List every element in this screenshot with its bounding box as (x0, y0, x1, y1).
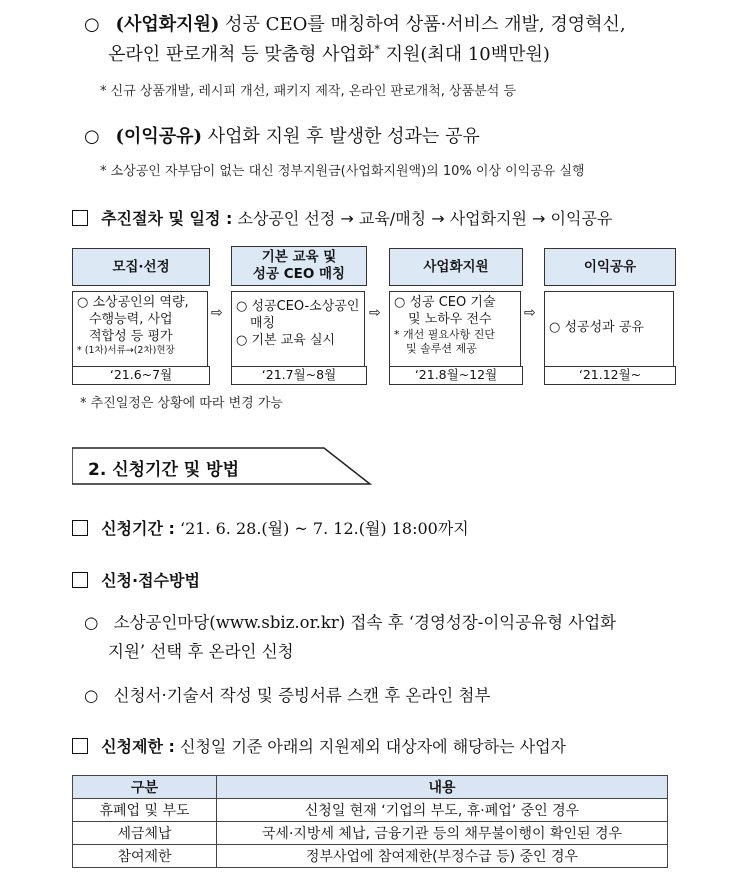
method-bullet-1b: 지원’ 선택 후 온라인 신청 (108, 642, 294, 661)
bullet-text: 사업화 지원 후 발생한 성과는 공유 (207, 126, 480, 147)
bullet-label: (사업화지원) (115, 14, 220, 35)
schedule-note: * 추진일정은 상황에 따라 변경 가능 (80, 396, 283, 411)
limit-label: 신청제한 : (101, 737, 175, 756)
step-date-education: ‘21.7월~8월 (231, 366, 367, 385)
footnote-mark: * (374, 43, 380, 56)
bullet-marker: ○ (84, 14, 100, 35)
bullet-marker: ○ (84, 126, 100, 147)
step-date-business: ‘21.8월~12월 (389, 366, 523, 385)
arrow-icon: ⇨ (369, 305, 381, 321)
step-date-profit: ‘21.12월~ (544, 366, 676, 385)
table-cell: 국세·지방세 체납, 금융기관 등의 채무불이행이 확인된 경우 (217, 822, 668, 845)
table-cell: 정부사업에 참여제한(부정수급 등) 중인 경우 (217, 845, 668, 868)
bullet-marker: ○ (84, 613, 99, 632)
table-row (73, 845, 668, 868)
bullet-marker: ○ (84, 686, 99, 705)
process-text: 소상공인 선정 → 교육/매칭 → 사업화지원 → 이익공유 (237, 209, 613, 228)
bullet-line-1a (84, 10, 626, 36)
section-title: 2. 신청기간 및 방법 (88, 460, 239, 480)
method-bullet-1a: ○ 소상공인마당(www.sbiz.or.kr) 접속 후 ‘경영성장-이익공유형 사업화 (84, 613, 617, 632)
checkbox-icon (72, 572, 88, 588)
checkbox-icon (72, 738, 88, 754)
period-line (72, 516, 469, 539)
bullet-line-2 (84, 122, 480, 148)
arrow-icon: ⇨ (524, 305, 536, 321)
checkbox-icon (72, 210, 88, 226)
period-text: ‘21. 6. 28.(월) ~ 7. 12.(월) 18:00까지 (179, 519, 469, 538)
checkbox-icon (72, 520, 88, 536)
exclusion-table (72, 775, 668, 868)
step-body-profit: ○ 성공성과 공유 (544, 291, 674, 367)
table-cell: 신청일 현재 ‘기업의 부도, 휴·폐업’ 중인 경우 (217, 799, 668, 822)
table-row (73, 799, 668, 822)
table-header: 구분 (73, 776, 217, 799)
process-heading (72, 206, 612, 229)
table-header: 내용 (217, 776, 668, 799)
table-cell: 세금체납 (73, 822, 217, 845)
step-date-recruit: ‘21.6~7월 (72, 366, 210, 385)
bullet-text: 성공 CEO를 매칭하여 상품·서비스 개발, 경영혁신, (225, 14, 626, 35)
limit-text: 신청일 기준 아래의 지원제외 대상자에 해당하는 사업자 (179, 737, 566, 756)
method-bullet-2: ○ 신청서·기술서 작성 및 증빙서류 스캔 후 온라인 첨부 (84, 686, 491, 705)
method-label: 신청·접수방법 (101, 571, 200, 590)
bullet-text: 온라인 판로개척 등 맞춤형 사업화 (108, 44, 375, 65)
period-label: 신청기간 : (101, 519, 175, 538)
table-header-row (73, 776, 668, 799)
process-label: 추진절차 및 일정 : (101, 209, 233, 228)
step-head-profit: 이익공유 (544, 248, 676, 286)
step-body-business: ○ 성공 CEO 기술 및 노하우 전수 * 개선 필요사항 진단 및 솔루션 제공 (389, 291, 521, 367)
bullet-text: 지원(최대 10백만원) (385, 44, 550, 65)
bullet-line-1b (108, 40, 550, 66)
step-body-recruit: ○ 소상공인의 역량, 수행능력, 사업 적합성 등 평가 * (1차)서류→(2차)현장 (72, 291, 208, 367)
limit-line (72, 734, 566, 757)
note-2: * 소상공인 자부담이 없는 대신 정부지원금(사업화지원액)의 10% 이상 이익공유 실행 (100, 164, 585, 179)
step-head-recruit: 모집·선정 (72, 248, 210, 286)
method-heading (72, 568, 200, 591)
arrow-icon: ⇨ (211, 305, 223, 321)
step-body-education: ○ 성공CEO-소상공인 매칭 ○ 기본 교육 실시 (231, 291, 365, 367)
step-head-business: 사업화지원 (389, 248, 523, 286)
note-1: * 신규 상품개발, 레시피 개선, 패키지 제작, 온라인 판로개척, 상품분석 등 (100, 84, 516, 99)
table-cell: 휴폐업 및 부도 (73, 799, 217, 822)
table-cell: 참여제한 (73, 845, 217, 868)
table-row (73, 822, 668, 845)
step-head-education: 기본 교육 및 성공 CEO 매칭 (231, 246, 367, 286)
bullet-label: (이익공유) (115, 126, 203, 147)
